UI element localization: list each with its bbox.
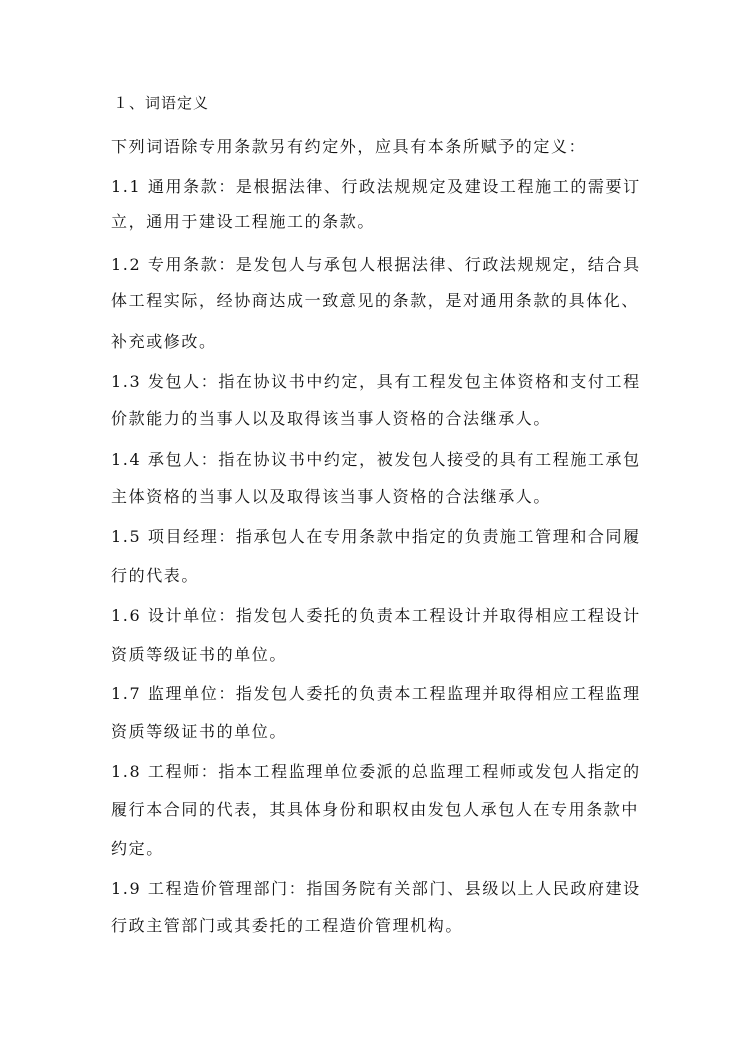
- text-line: 补充或修改。: [111, 332, 217, 351]
- text-line: 行政主管部门或其委托的工程造价管理机构。: [111, 916, 464, 935]
- text-line: 1.4 承包人：指在协议书中约定，被发包人接受的具有工程施工承包: [111, 450, 641, 469]
- text-line: 1.8 工程师：指本工程监理单位委派的总监理工程师或发包人指定的: [111, 762, 641, 781]
- section-heading: １、词语定义: [113, 94, 210, 112]
- text-line: 1.5 项目经理：指承包人在专用条款中指定的负责施工管理和合同履: [111, 527, 641, 546]
- intro-line: 下列词语除专用条款另有约定外，应具有本条所赋予的定义：: [111, 137, 587, 156]
- text-line: 体工程实际，经协商达成一致意见的条款，是对通用条款的具体化、: [111, 291, 640, 310]
- text-line: 1.7 监理单位：指发包人委托的负责本工程监理并取得相应工程监理: [111, 684, 641, 703]
- text-line: 约定。: [111, 839, 164, 858]
- text-line: 资质等级证书的单位。: [111, 722, 288, 741]
- text-line: 立，通用于建设工程施工的条款。: [111, 212, 376, 231]
- text-line: 1.6 设计单位：指发包人委托的负责本工程设计并取得相应工程设计: [111, 606, 641, 625]
- text-line: 资质等级证书的单位。: [111, 645, 288, 664]
- text-line: 1.3 发包人：指在协议书中约定，具有工程发包主体资格和支付工程: [111, 372, 641, 391]
- text-line: 1.2 专用条款：是发包人与承包人根据法律、行政法规规定，结合具: [111, 255, 641, 274]
- text-line: 价款能力的当事人以及取得该当事人资格的合法继承人。: [111, 409, 552, 428]
- text-line: 主体资格的当事人以及取得该当事人资格的合法继承人。: [111, 487, 552, 506]
- text-line: 1.9 工程造价管理部门：指国务院有关部门、县级以上人民政府建设: [111, 879, 641, 898]
- text-line: 行的代表。: [111, 566, 200, 585]
- text-line: 履行本合同的代表，其具体身份和职权由发包人承包人在专用条款中: [111, 800, 640, 819]
- text-line: 1.1 通用条款：是根据法律、行政法规规定及建设工程施工的需要订: [111, 177, 641, 196]
